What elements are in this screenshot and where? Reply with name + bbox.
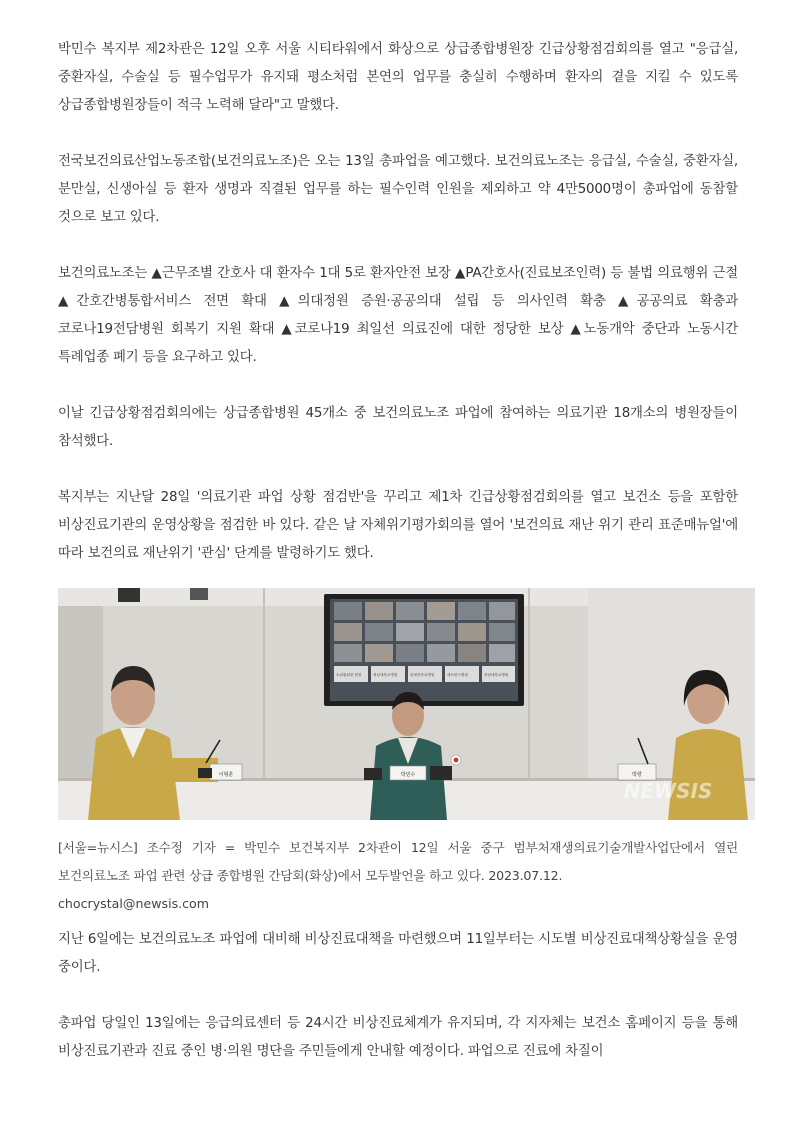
- nameplate-right: 박향: [632, 772, 642, 778]
- paragraph-2: 전국보건의료산업노동조합(보건의료노조)은 오는 13일 총파업을 예고했다. 보건의료노조는 응급실, 수술실, 중환자실, 분만실, 신생아실 등 환자 생명과 직결된 업무를 하는 필수인력 인원을 제외하고 약 4만5000명이 총파업에 동참할 것으로 보고 있다.: [58, 154, 738, 225]
- svg-text:정남대학교병원: 정남대학교병원: [373, 673, 398, 677]
- article-body: [58, 36, 738, 1066]
- newsis-watermark: NEWSIS: [623, 779, 713, 803]
- svg-text:중남대학교병원: 중남대학교병원: [484, 673, 509, 677]
- svg-text:세브란스병원: 세브란스병원: [447, 673, 468, 677]
- caption-email: chocrystal@newsis.com: [58, 896, 210, 911]
- news-photo: [58, 588, 755, 820]
- meeting-photo-illustration: [58, 588, 755, 820]
- paragraph-5: 복지부는 지난달 28일 '의료기관 파업 상황 점검반'을 꾸리고 제1차 긴급상황점검회의를 열고 보건소 등을 포함한 비상진료기관의 운영상황을 점검한 바 있다. 같은 날 자체위기평가회의를 열어 '보건의료 재난 위기 관리 표준매뉴얼'에 따라 보건의료 재난위기 '관심' 단계를 발령하기도 했다.: [58, 490, 738, 561]
- svg-text:소위원회장 원장: 소위원회장 원장: [336, 673, 362, 677]
- paragraph-3: 보건의료노조는 ▲근무조별 간호사 대 환자수 1대 5로 환자안전 보장 ▲PA간호사(진료보조인력) 등 불법 의료행위 근절 ▲간호간병통합서비스 전면 확대 ▲의대정원 증원·공공의대 설립 등 의사인력 확충 ▲공공의료 확충과 코로나19전담병원 회복기 지원 확대 ▲코로나19 최일선 의료진에 대한 정당한 보상 ▲노동개악 중단과 노동시간 특례업종 폐기 등을 요구하고 있다.: [58, 266, 738, 365]
- paragraph-4: 이날 긴급상황점검회의에는 상급종합병원 45개소 중 보건의료노조 파업에 참여하는 의료기관 18개소의 병원장들이 참석했다.: [58, 406, 738, 449]
- paragraph-7: 총파업 당일인 13일에는 응급의료센터 등 24시간 비상진료체계가 유지되며, 각 지자체는 보건소 홈페이지 등을 통해 비상진료기관과 진료 중인 병·의원 명단을 주민들에게 안내할 예정이다. 파업으로 진료에 차질이: [58, 1016, 738, 1059]
- nameplate-left: 이형훈: [218, 772, 234, 778]
- svg-text:한세종학교병원: 한세종학교병원: [410, 673, 435, 677]
- photo-caption: [58, 834, 738, 918]
- paragraph-1: 박민수 복지부 제2차관은 12일 오후 서울 시티타워에서 화상으로 상급종합병원장 긴급상황점검회의를 열고 "응급실, 중환자실, 수술실 등 필수업무가 유지돼 평소처럼 본연의 업무를 충실히 수행하며 환자의 곁을 지킬 수 있도록 상급종합병원장들이 적극 노력해 달라"고 말했다.: [58, 42, 738, 113]
- nameplate-center: 박민수: [400, 772, 416, 778]
- paragraph-6: 지난 6일에는 보건의료노조 파업에 대비해 비상진료대책을 마련했으며 11일부터는 시도별 비상진료대책상황실을 운영 중이다.: [58, 932, 738, 975]
- caption-text: [서울=뉴시스] 조수정 기자 = 박민수 보건복지부 2차관이 12일 서울 중구 범부처재생의료기술개발사업단에서 열린 보건의료노조 파업 관련 상급 종합병원 간담회(화상)에서 모두발언을 하고 있다. 2023.07.12.: [58, 840, 738, 883]
